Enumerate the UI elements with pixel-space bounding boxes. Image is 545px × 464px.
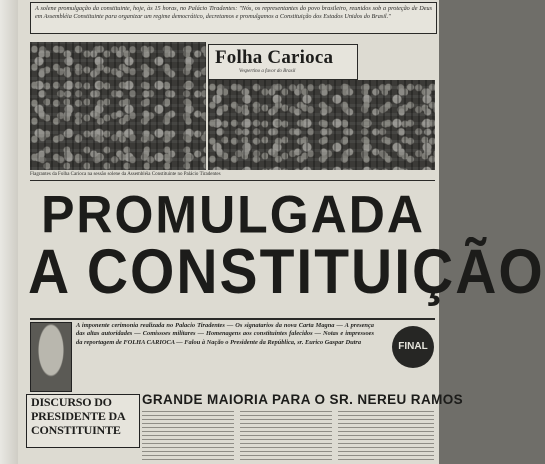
headline-line-1: PROMULGADA <box>41 185 425 244</box>
secondary-headline: GRANDE MAIORIA PARA O SR. NEREU RAMOS <box>142 392 464 407</box>
top-quote-box <box>30 2 437 34</box>
top-quote-text: A solene promulgação da constituinte, hoje, às 15 horas, no Palácio Tiradentes: "Nós, os representantes do povo brasileiro, reunidos sob a proteção de Deus em Assembléia Constituinte para organizar um regime democrático, decretamos e promulgamos a Constituição dos Estados Unidos do Brasil." <box>35 5 432 20</box>
photo-caption: Flagrantes da Folha Carioca na sessão solene da Assembléia Constituinte no Palácio Tiradentes <box>30 172 221 177</box>
speech-headline-line: CONSTITUINTE <box>31 423 121 437</box>
speech-headline-line: PRESIDENTE DA <box>31 409 126 423</box>
portrait-photo <box>30 322 72 392</box>
divider <box>30 318 435 320</box>
masthead <box>208 44 358 80</box>
text-column <box>240 410 332 460</box>
newspaper-name: Folha Carioca <box>215 47 334 68</box>
speech-headline-box <box>26 394 140 448</box>
assembly-photo-right <box>208 80 435 170</box>
masthead-subtitle: Vespertino a favor do Brasil <box>239 69 296 74</box>
text-column <box>142 410 234 460</box>
front-page-sheet <box>18 0 545 464</box>
text-column <box>338 410 434 460</box>
edition-badge: FINAL <box>392 326 434 368</box>
page-left-margin <box>0 0 18 464</box>
speech-headline-line: DISCURSO DO <box>31 395 112 409</box>
assembly-photo-left <box>30 42 206 170</box>
lead-paragraph: A imponente cerimonia realizada no Palacio Tiradentes — Os signatarios da nova Carta Magna — A presença das altas autoridades — Comissoes militares — Homenagens aos constituintes falecidos — Notas e impressoes da reportagem de FOLHA CARIOCA — Falou à Nação o Presidente da República, sr. Eurico Gaspar Dutra <box>76 322 374 346</box>
headline-line-2: A CONSTITUIÇÃO <box>28 237 545 308</box>
divider <box>30 180 435 181</box>
